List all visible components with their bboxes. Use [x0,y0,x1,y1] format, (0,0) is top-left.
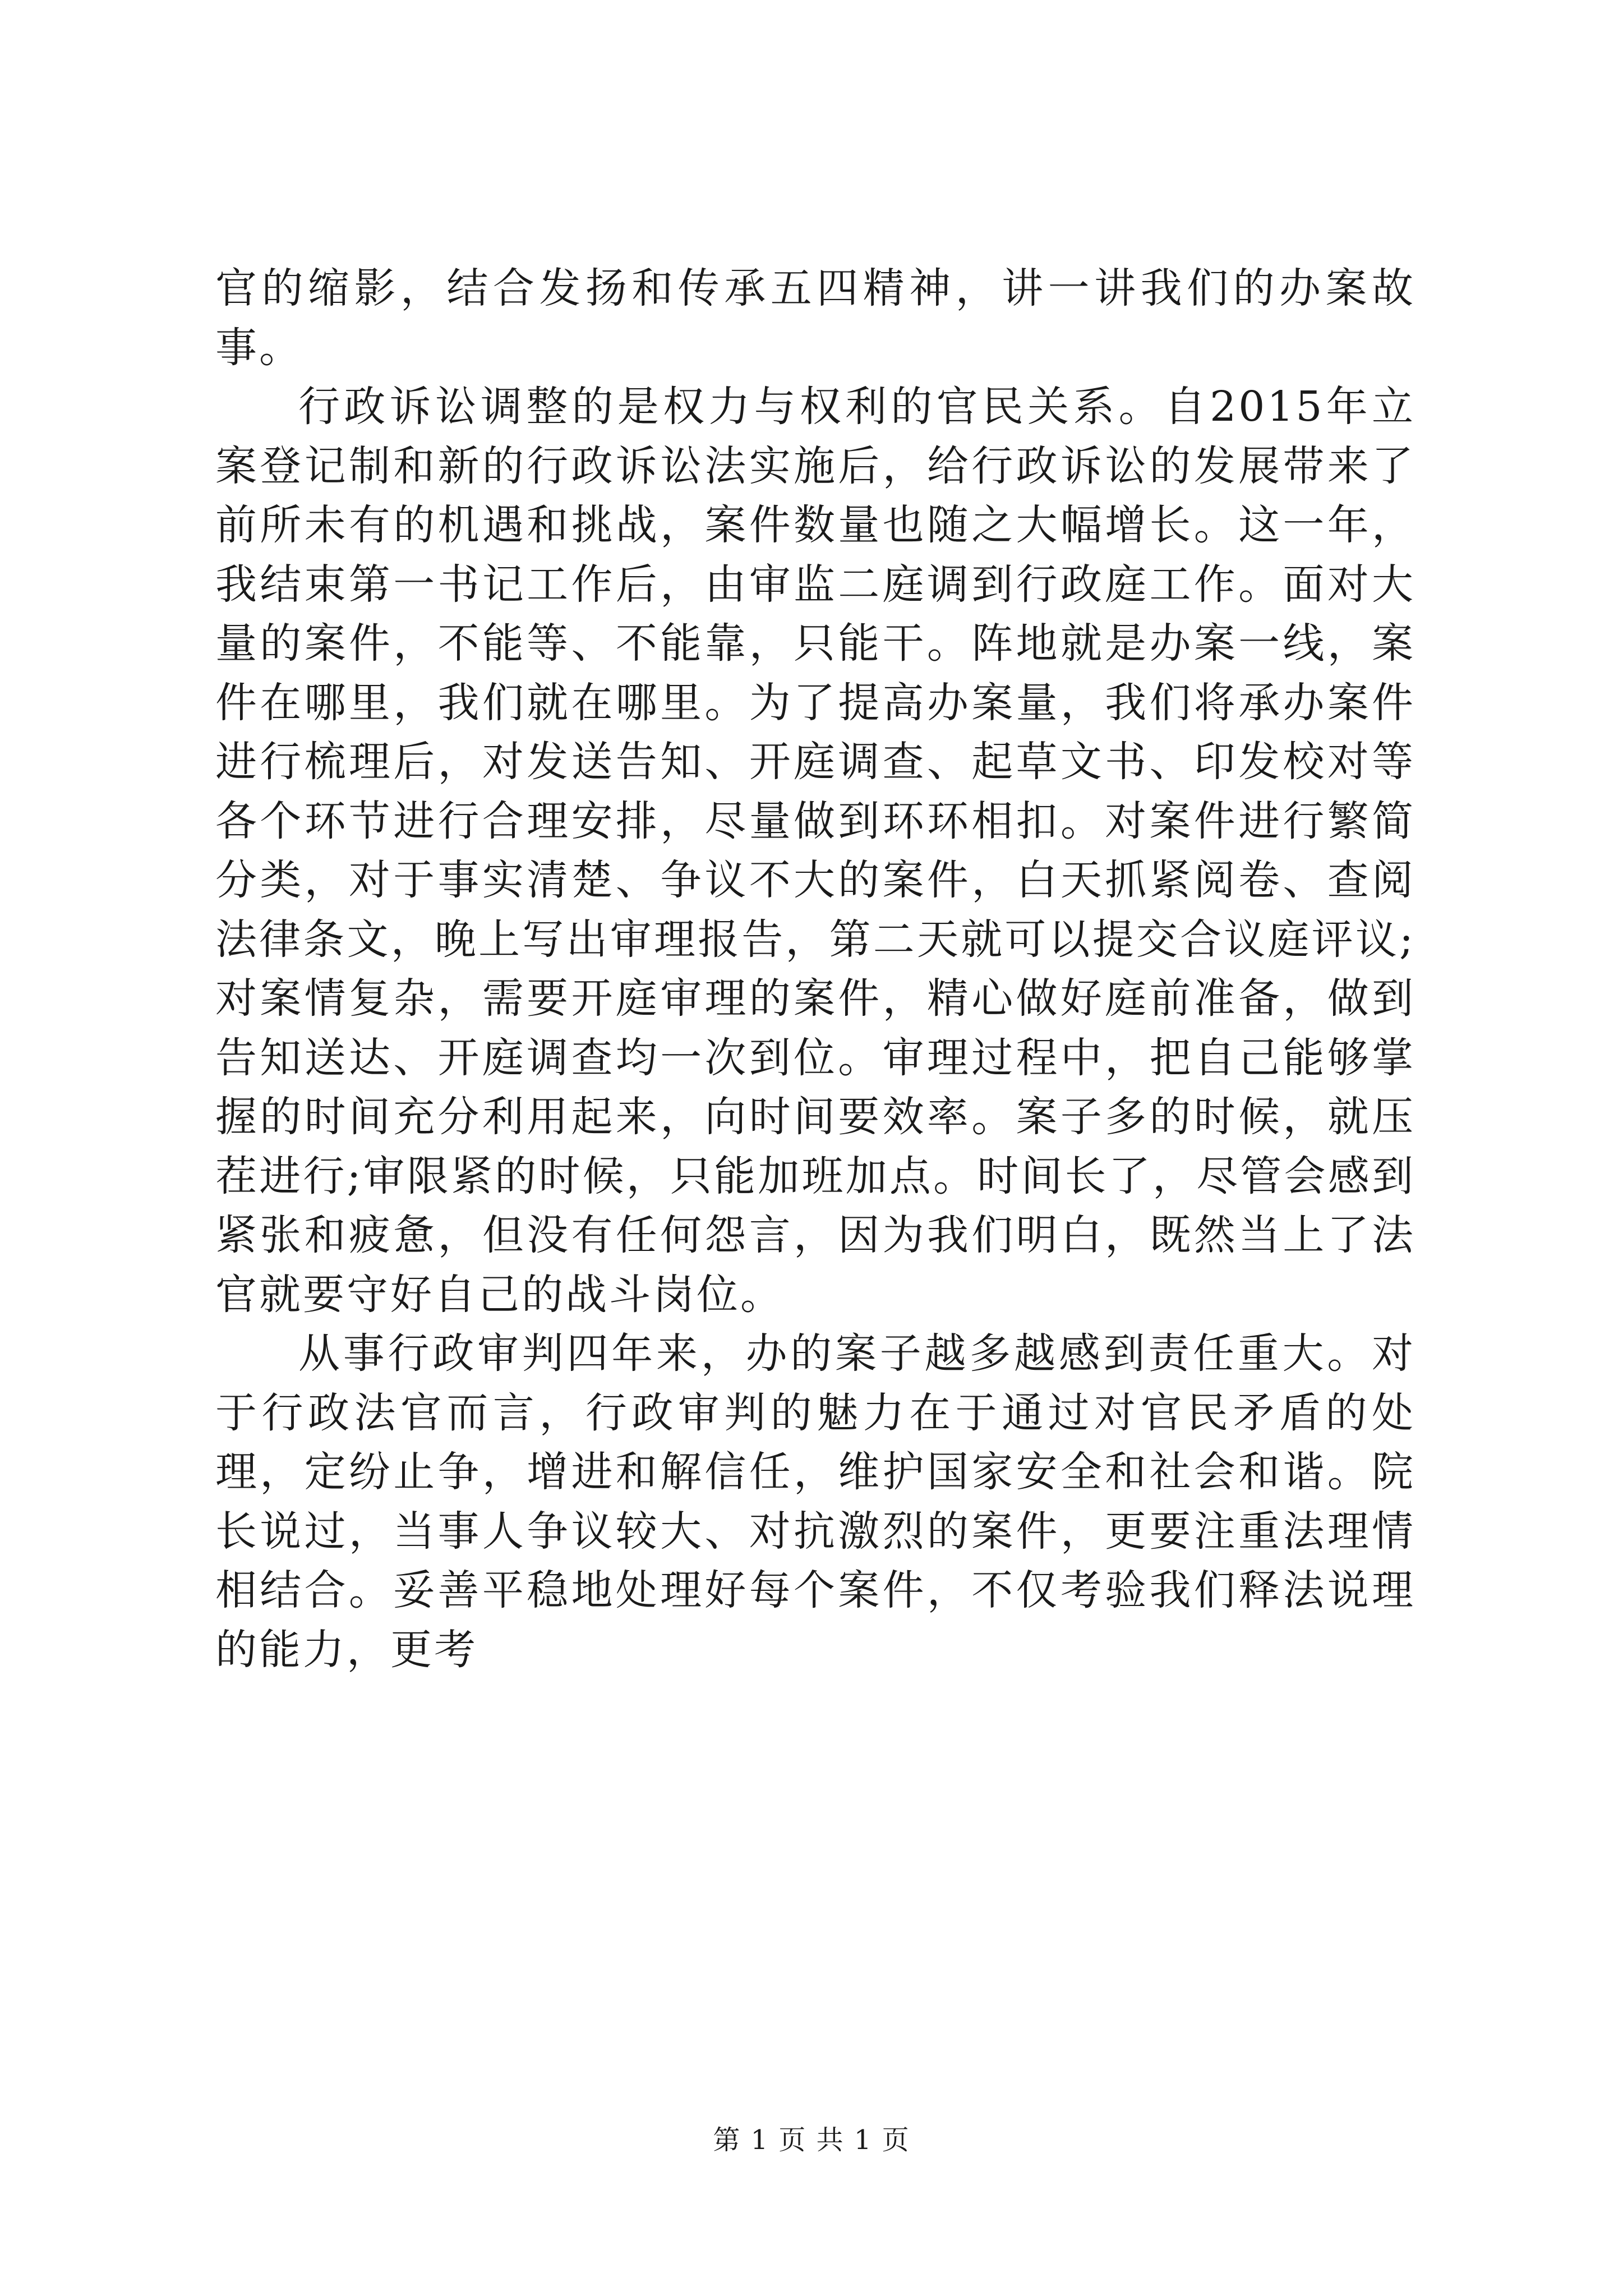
paragraph-1: 官的缩影，结合发扬和传承五四精神，讲一讲我们的办案故事。 [215,264,1415,372]
document-body [215,259,1415,1680]
paragraph-2: 行政诉讼调整的是权力与权利的官民关系。自2015年立案登记制和新的行政诉讼法实施后，给行政诉讼的发展带来了前所未有的机遇和挑战，案件数量也随之大幅增长。这一年，我结束第一书记工作后，由审监二庭调到行政庭工作。面对大量的案件，不能等、不能靠，只能干。阵地就是办案一线，案件在哪里，我们就在哪里。为了提高办案量，我们将承办案件进行梳理后，对发送告知、开庭调查、起草文书、印发校对等各个环节进行合理安排，尽量做到环环相扣。对案件进行繁简分类，对于事实清楚、争议不大的案件，白天抓紧阅卷、查阅法律条文，晚上写出审理报告，第二天就可以提交合议庭评议;对案情复杂，需要开庭审理的案件，精心做好庭前准备，做到告知送达、开庭调查均一次到位。审理过程中，把自己能够掌握的时间充分利用起来，向时间要效率。案子多的时候，就压茬进行;审限紧的时候，只能加班加点。时间长了，尽管会感到紧张和疲惫，但没有任何怨言，因为我们明白，既然当上了法官就要守好自己的战斗岗位。 [215,383,1415,1319]
page-footer: 第 1 页 共 1 页 [713,2124,910,2156]
paragraph-3: 从事行政审判四年来，办的案子越多越感到责任重大。对于行政法官而言，行政审判的魅力在于通过对官民矛盾的处理，定纷止争，增进和解信任，维护国家安全和社会和谐。院长说过，当事人争议较大、对抗激烈的案件，更要注重法理情相结合。妥善平稳地处理好每个案件，不仅考验我们释法说理的能力，更考 [215,1329,1415,1674]
